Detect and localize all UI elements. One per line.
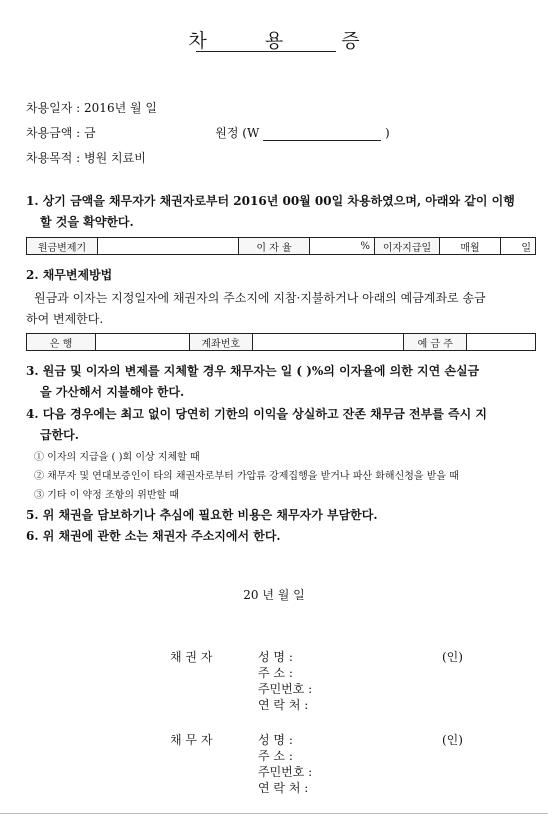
account-holder-cell	[467, 334, 536, 351]
debtor-seal: (인)	[442, 733, 463, 747]
debtor-contact: 연 락 처 :	[258, 781, 309, 795]
clause-2-line-2: 하여 변제한다.	[26, 312, 104, 326]
clause-4-line-1: 4. 다음 경우에는 최고 없이 당연히 기한의 이익을 상실하고 잔존 채무금 전부를 즉시 지	[26, 407, 487, 421]
repayment-terms-table	[26, 237, 536, 255]
account-holder-label: 예 금 주	[404, 334, 467, 351]
clause-3-line-2: 을 가산해서 지불해야 한다.	[40, 385, 185, 399]
clause-2-line-1: 원금과 이자는 지정일자에 채권자의 주소지에 지참·지불하거나 아래의 예금계좌로 송금	[34, 291, 486, 305]
creditor-contact: 연 락 처 :	[258, 698, 309, 712]
document-title: 차 용 증	[188, 30, 386, 52]
clause-5: 5. 위 채권을 담보하기나 추심에 필요한 비용은 채무자가 부담한다.	[26, 508, 378, 522]
borrow-amount	[26, 124, 390, 141]
interest-rate-label: 이 자 율	[239, 238, 310, 255]
borrow-date: 차용일자 : 2016년 월 일	[26, 101, 157, 115]
debtor-address: 주 소 :	[258, 749, 293, 763]
clause-3-line-1: 3. 원금 및 이자의 변제를 지체할 경우 채무자는 일 ( )%의 이자율에 의한 지연 손실금	[26, 364, 480, 378]
account-number-label: 계좌번호	[189, 334, 252, 351]
page-edge-divider	[0, 813, 548, 814]
interest-payday-label: 이자지급일	[375, 238, 440, 255]
bank-label: 은 행	[27, 334, 96, 351]
amount-suffix: 원정 (W	[215, 126, 260, 140]
signing-date: 20 년 월 일	[243, 588, 305, 602]
debtor-id-number: 주민번호 :	[258, 765, 313, 779]
interest-payday-monthly: 매월	[440, 238, 501, 255]
principal-due-cell	[98, 238, 239, 255]
amount-close: )	[384, 126, 390, 140]
clause-4-line-2: 급한다.	[40, 428, 79, 442]
clause-2-heading: 2. 채무변제방법	[26, 268, 113, 282]
clause-1-line-1: 1. 상기 금액을 채무자가 채권자로부터 2016년 00월 00일 차용하였으며, 아래와 같이 이행	[26, 194, 515, 208]
interest-rate-cell: %	[310, 238, 375, 255]
creditor-role: 채 권 자	[170, 650, 213, 664]
account-number-cell	[252, 334, 403, 351]
bank-cell	[95, 334, 189, 351]
clause-4-sub-1: ① 이자의 지급을 ( )회 이상 지체할 때	[34, 452, 200, 463]
clause-1-line-2: 할 것을 확약한다.	[40, 215, 134, 229]
creditor-address: 주 소 :	[258, 666, 293, 680]
amount-prefix: 차용금액 : 금	[26, 126, 96, 140]
debtor-name: 성 명 :	[258, 733, 293, 747]
amount-figure-blank	[263, 128, 381, 141]
principal-due-label: 원금변제기	[27, 238, 98, 255]
creditor-name: 성 명 :	[258, 650, 293, 664]
interest-payday-day: 일	[501, 238, 536, 255]
creditor-seal: (인)	[442, 650, 463, 664]
bank-account-table	[26, 333, 536, 351]
borrow-purpose: 차용목적 : 병원 치료비	[26, 151, 146, 165]
title-underline	[196, 51, 336, 52]
clause-4-sub-3: ③ 기타 이 약정 조항의 위반할 때	[34, 490, 179, 501]
creditor-id-number: 주민번호 :	[258, 682, 313, 696]
clause-6: 6. 위 채권에 관한 소는 채권자 주소지에서 한다.	[26, 529, 281, 543]
debtor-role: 채 무 자	[170, 733, 213, 747]
clause-4-sub-2: ② 채무자 및 연대보증인이 타의 채권자로부터 가압류 강제집행을 받거나 파산 화해신청을 받을 때	[34, 471, 459, 482]
